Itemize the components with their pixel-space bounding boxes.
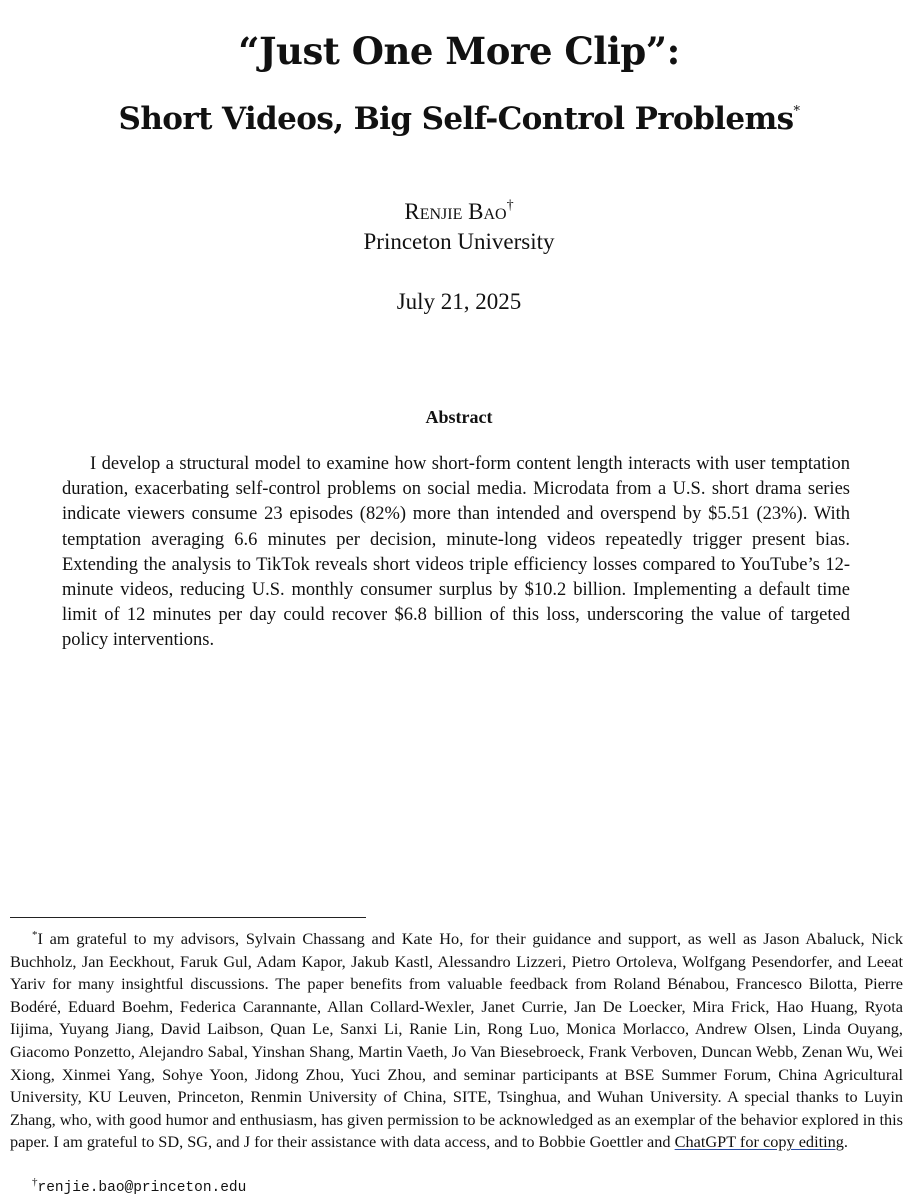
title-footnote-mark[interactable]: * [793, 104, 800, 119]
footnote-divider [10, 917, 366, 918]
author-affiliation: Princeton University [363, 229, 555, 254]
paper-title-line-1: “Just One More Clip”: [238, 29, 680, 73]
footnote-email [32, 1172, 246, 1198]
abstract-heading: Abstract [425, 407, 493, 427]
author-footnote-mark[interactable]: † [506, 198, 514, 213]
footnote-1-mark: * [32, 929, 38, 941]
author-name-text: Renjie Bao [404, 199, 507, 224]
paper-title-line-2 [0, 88, 918, 143]
author-name [0, 190, 918, 228]
author-email[interactable]: renjie.bao@princeton.edu [37, 1180, 247, 1196]
paper-subtitle-text: Short Videos, Big Self-Control Problems [118, 101, 794, 137]
footnote-2-mark: † [32, 1176, 38, 1188]
paper-date: July 21, 2025 [396, 289, 522, 314]
footnote-1-end: . [843, 1132, 848, 1152]
abstract-body: I develop a structural model to examine how short-form content length interacts with user temptation duration, exacerbating self-control problems on social media. Microdata from a U.S. short drama series indicate viewers consume 23 episodes (82%) more than intended and overspend by $5.51 (23%). With temptation averaging 6.6 minutes per decision, minute-long videos repeatedly trigger present bias. Extending the analysis to TikTok reveals short videos triple efficiency losses compared to YouTube’s 12-minute videos, reducing U.S. monthly consumer surplus by $10.2 billion. Implementing a default time limit of 12 minutes per day could recover $6.8 billion of this loss, underscoring the value of targeted policy interventions. [62, 454, 850, 651]
chatgpt-link[interactable]: ChatGPT for copy editing [674, 1132, 844, 1152]
footnote-acknowledgements [10, 924, 903, 1154]
footnote-1-text: I am grateful to my advisors, Sylvain Chassang and Kate Ho, for their guidance and support, as well as Jason Abaluck, Nick Buchholz, Jan Eeckhout, Faruk Gul, Adam Kapor, Jakub Kastl, Alessandro Lizzeri, Pietro Ortoleva, Wolfgang Pesendorfer, and Leeat Yariv for many insightful discussions. The paper benefits from valuable feedback from Roland Bénabou, Francesco Bilotta, Pierre Bodéré, Eduard Boehm, Federica Carannante, Allan Collard-Wexler, Janet Currie, Jan De Loecker, Mira Frick, Hao Huang, Ryota Iijima, Yuyang Jiang, David Laibson, Quan Le, Sanxi Li, Ranie Lin, Rong Luo, Monica Morlacco, Andrew Olsen, Linda Ouyang, Giacomo Ponzetto, Alejandro Sabal, Yinshan Shang, Martin Vaeth, Jo Van Biesebroeck, Frank Verboven, Duncan Webb, Zenan Wu, Wei Xiong, Xinmei Yang, Sohye Yoon, Jidong Zhou, Yuci Zhou, and seminar participants at BSE Summer Forum, China Agricultural University, KU Leuven, Princeton, Renmin University of China, SITE, Tsinghua, and Wuhan University. A special thanks to Luyin Zhang, who, with good humor and enthusiasm, has given permission to be acknowledged as an exemplar of the behavior explored in this paper. I am grateful to SD, SG, and J for their assistance with data access, and to Bobbie Goettler and [10, 929, 903, 1152]
